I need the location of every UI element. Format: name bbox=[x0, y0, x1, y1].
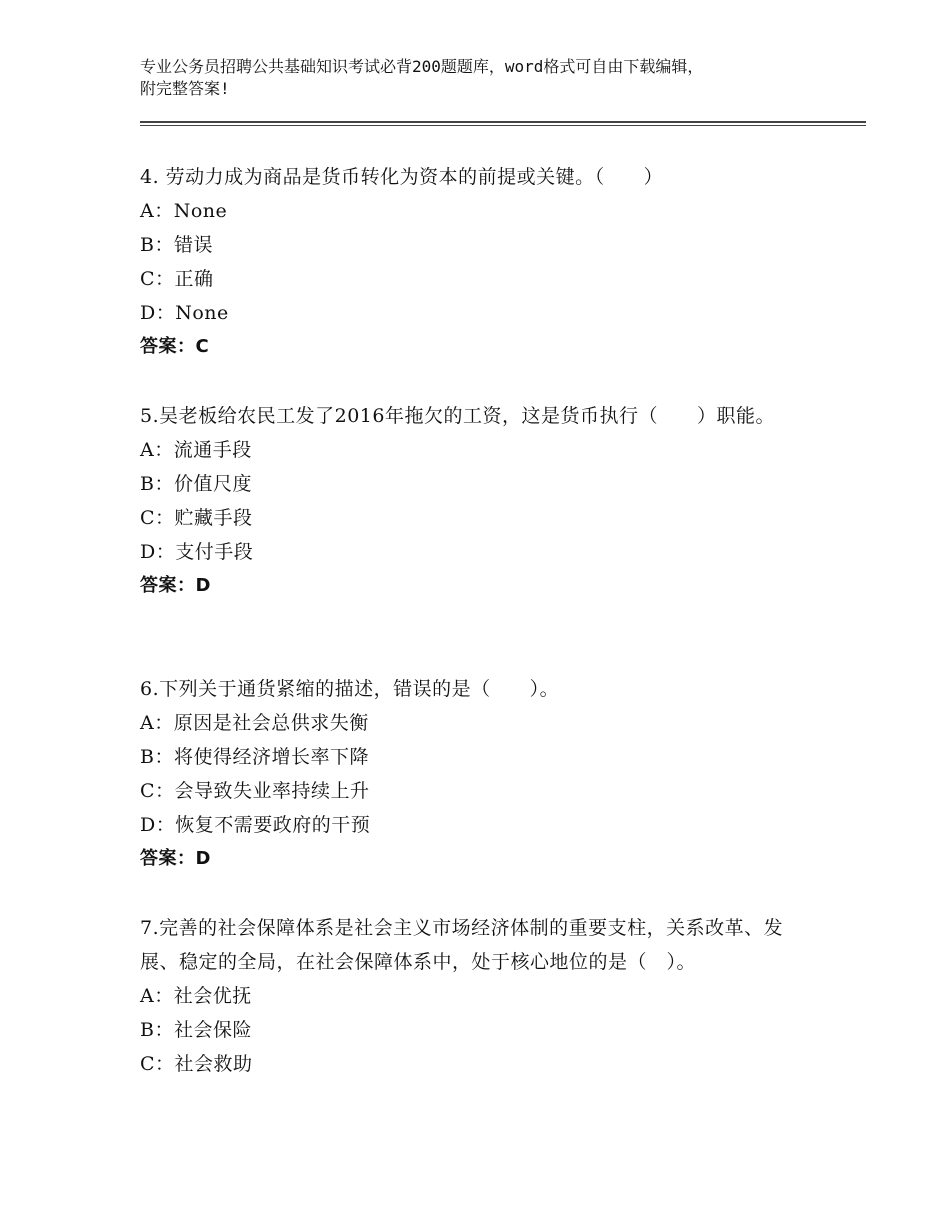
document-header bbox=[140, 56, 820, 100]
question-5 bbox=[140, 399, 800, 603]
question-7 bbox=[140, 911, 800, 1081]
option-d: D：支付手段 bbox=[140, 541, 254, 563]
question-4 bbox=[140, 160, 800, 364]
option-d: D：恢复不需要政府的干预 bbox=[140, 814, 371, 836]
header-line-2: 附完整答案! bbox=[140, 79, 230, 98]
option-b: B：错误 bbox=[140, 234, 213, 256]
option-c: C：社会救助 bbox=[140, 1053, 253, 1075]
header-line-1: 专业公务员招聘公共基础知识考试必背200题题库，word格式可自由下载编辑， bbox=[140, 57, 704, 76]
header-rule-thick bbox=[140, 121, 866, 123]
option-a: A：流通手段 bbox=[140, 439, 252, 461]
question-6 bbox=[140, 672, 800, 876]
answer: 答案：C bbox=[140, 336, 210, 357]
question-stem: 6.下列关于通货紧缩的描述，错误的是（ ）。 bbox=[140, 678, 560, 700]
option-c: C：会导致失业率持续上升 bbox=[140, 780, 370, 802]
question-stem: 7.完善的社会保障体系是社会主义市场经济体制的重要支柱，关系改革、发展、稳定的全局，在社会保障体系中，处于核心地位的是（ ）。 bbox=[140, 917, 784, 973]
option-b: B：社会保险 bbox=[140, 1019, 252, 1041]
header-rule-thin bbox=[140, 125, 866, 126]
option-a: A：None bbox=[140, 200, 228, 222]
option-a: A：原因是社会总供求失衡 bbox=[140, 712, 369, 734]
question-stem: 4. 劳动力成为商品是货币转化为资本的前提或关键。（ ） bbox=[140, 166, 664, 188]
option-a: A：社会优抚 bbox=[140, 985, 252, 1007]
answer: 答案：D bbox=[140, 848, 211, 869]
option-c: C：正确 bbox=[140, 268, 214, 290]
option-d: D：None bbox=[140, 302, 229, 324]
question-stem: 5.吴老板给农民工发了2016年拖欠的工资，这是货币执行（ ）职能。 bbox=[140, 405, 775, 427]
option-c: C：贮藏手段 bbox=[140, 507, 253, 529]
option-b: B：将使得经济增长率下降 bbox=[140, 746, 369, 768]
answer: 答案：D bbox=[140, 575, 211, 596]
option-b: B：价值尺度 bbox=[140, 473, 252, 495]
